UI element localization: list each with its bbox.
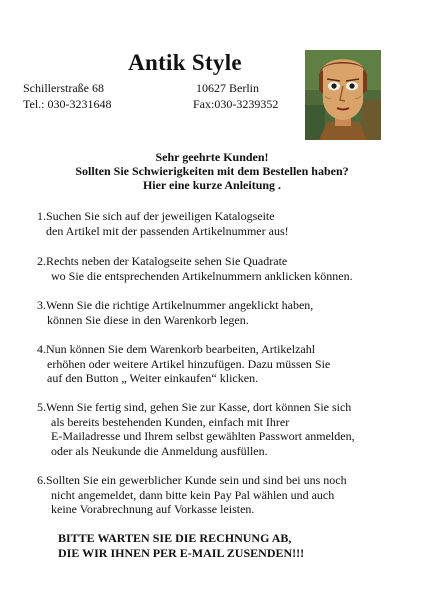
greeting-line: Sehr geehrte Kunden! — [155, 150, 269, 164]
closing-line: DIE WIR IHNEN PER E-MAIL ZUSENDEN!!! — [58, 545, 305, 560]
step-line: E-Mailadresse und Ihrem selbst gewählten Passwort anmelden, — [51, 429, 355, 443]
step-line: auf den Button „ Weiter einkaufen“ klicken. — [47, 371, 259, 385]
step-line: den Artikel mit der passenden Artikelnummer aus! — [46, 223, 289, 238]
phone-number: Tel.: 030-3231648 — [23, 97, 112, 111]
step-line: 5.Wenn Sie fertig sind, gehen Sie zur Kasse, dort können Sie sich — [37, 400, 352, 414]
step-6 — [37, 473, 347, 517]
step-line: 6.Sollten Sie ein gewerblicher Kunde sein und sind bei uns noch — [37, 473, 347, 487]
step-2 — [37, 254, 353, 283]
step-line: 1.Suchen Sie sich auf der jeweiligen Katalogseite — [37, 209, 275, 223]
step-1 — [37, 209, 289, 238]
step-line: keine Vorabrechnung auf Vorkasse leisten. — [51, 502, 255, 516]
city-address: 10627 Berlin — [196, 81, 259, 95]
step-line: können Sie diese in den Warenkorb legen. — [47, 312, 249, 327]
step-line: 4.Nun können Sie dem Warenkorb bearbeiten, Artikelzahl — [37, 342, 316, 356]
fax-number: Fax:030-3239352 — [193, 97, 279, 111]
step-line: 3.Wenn Sie die richtige Artikelnummer angeklickt haben, — [37, 298, 314, 312]
step-line: als bereits bestehenden Kunden, einfach mit Ihrer — [51, 414, 290, 429]
street-address: Schillerstraße 68 — [23, 81, 104, 95]
greeting — [0, 150, 424, 192]
portrait-painting — [305, 50, 381, 140]
step-line: wo Sie die entsprechenden Artikelnummern anklicken können. — [51, 268, 353, 283]
step-3 — [37, 298, 313, 327]
greeting-line: Sollten Sie Schwierigkeiten mit dem Bestellen haben? — [75, 164, 349, 178]
step-line: 2.Rechts neben der Katalogseite sehen Sie Quadrate — [37, 254, 288, 268]
step-4 — [37, 342, 330, 386]
step-5 — [37, 400, 355, 458]
greeting-line: Hier eine kurze Anleitung . — [142, 178, 282, 192]
step-line: oder als Neukunde die Anmeldung ausfüllen. — [51, 443, 268, 458]
shop-title: Antik Style — [128, 50, 242, 75]
closing-line: BITTE WARTEN SIE DIE RECHNUNG AB, — [58, 531, 292, 545]
step-line: erhöhen oder weitere Artikel hinzufügen. Dazu müssen Sie — [47, 356, 331, 371]
closing-notice — [58, 531, 304, 560]
step-line: nicht angemeldet, dann bitte kein Pay Pal wählen und auch — [51, 487, 335, 502]
